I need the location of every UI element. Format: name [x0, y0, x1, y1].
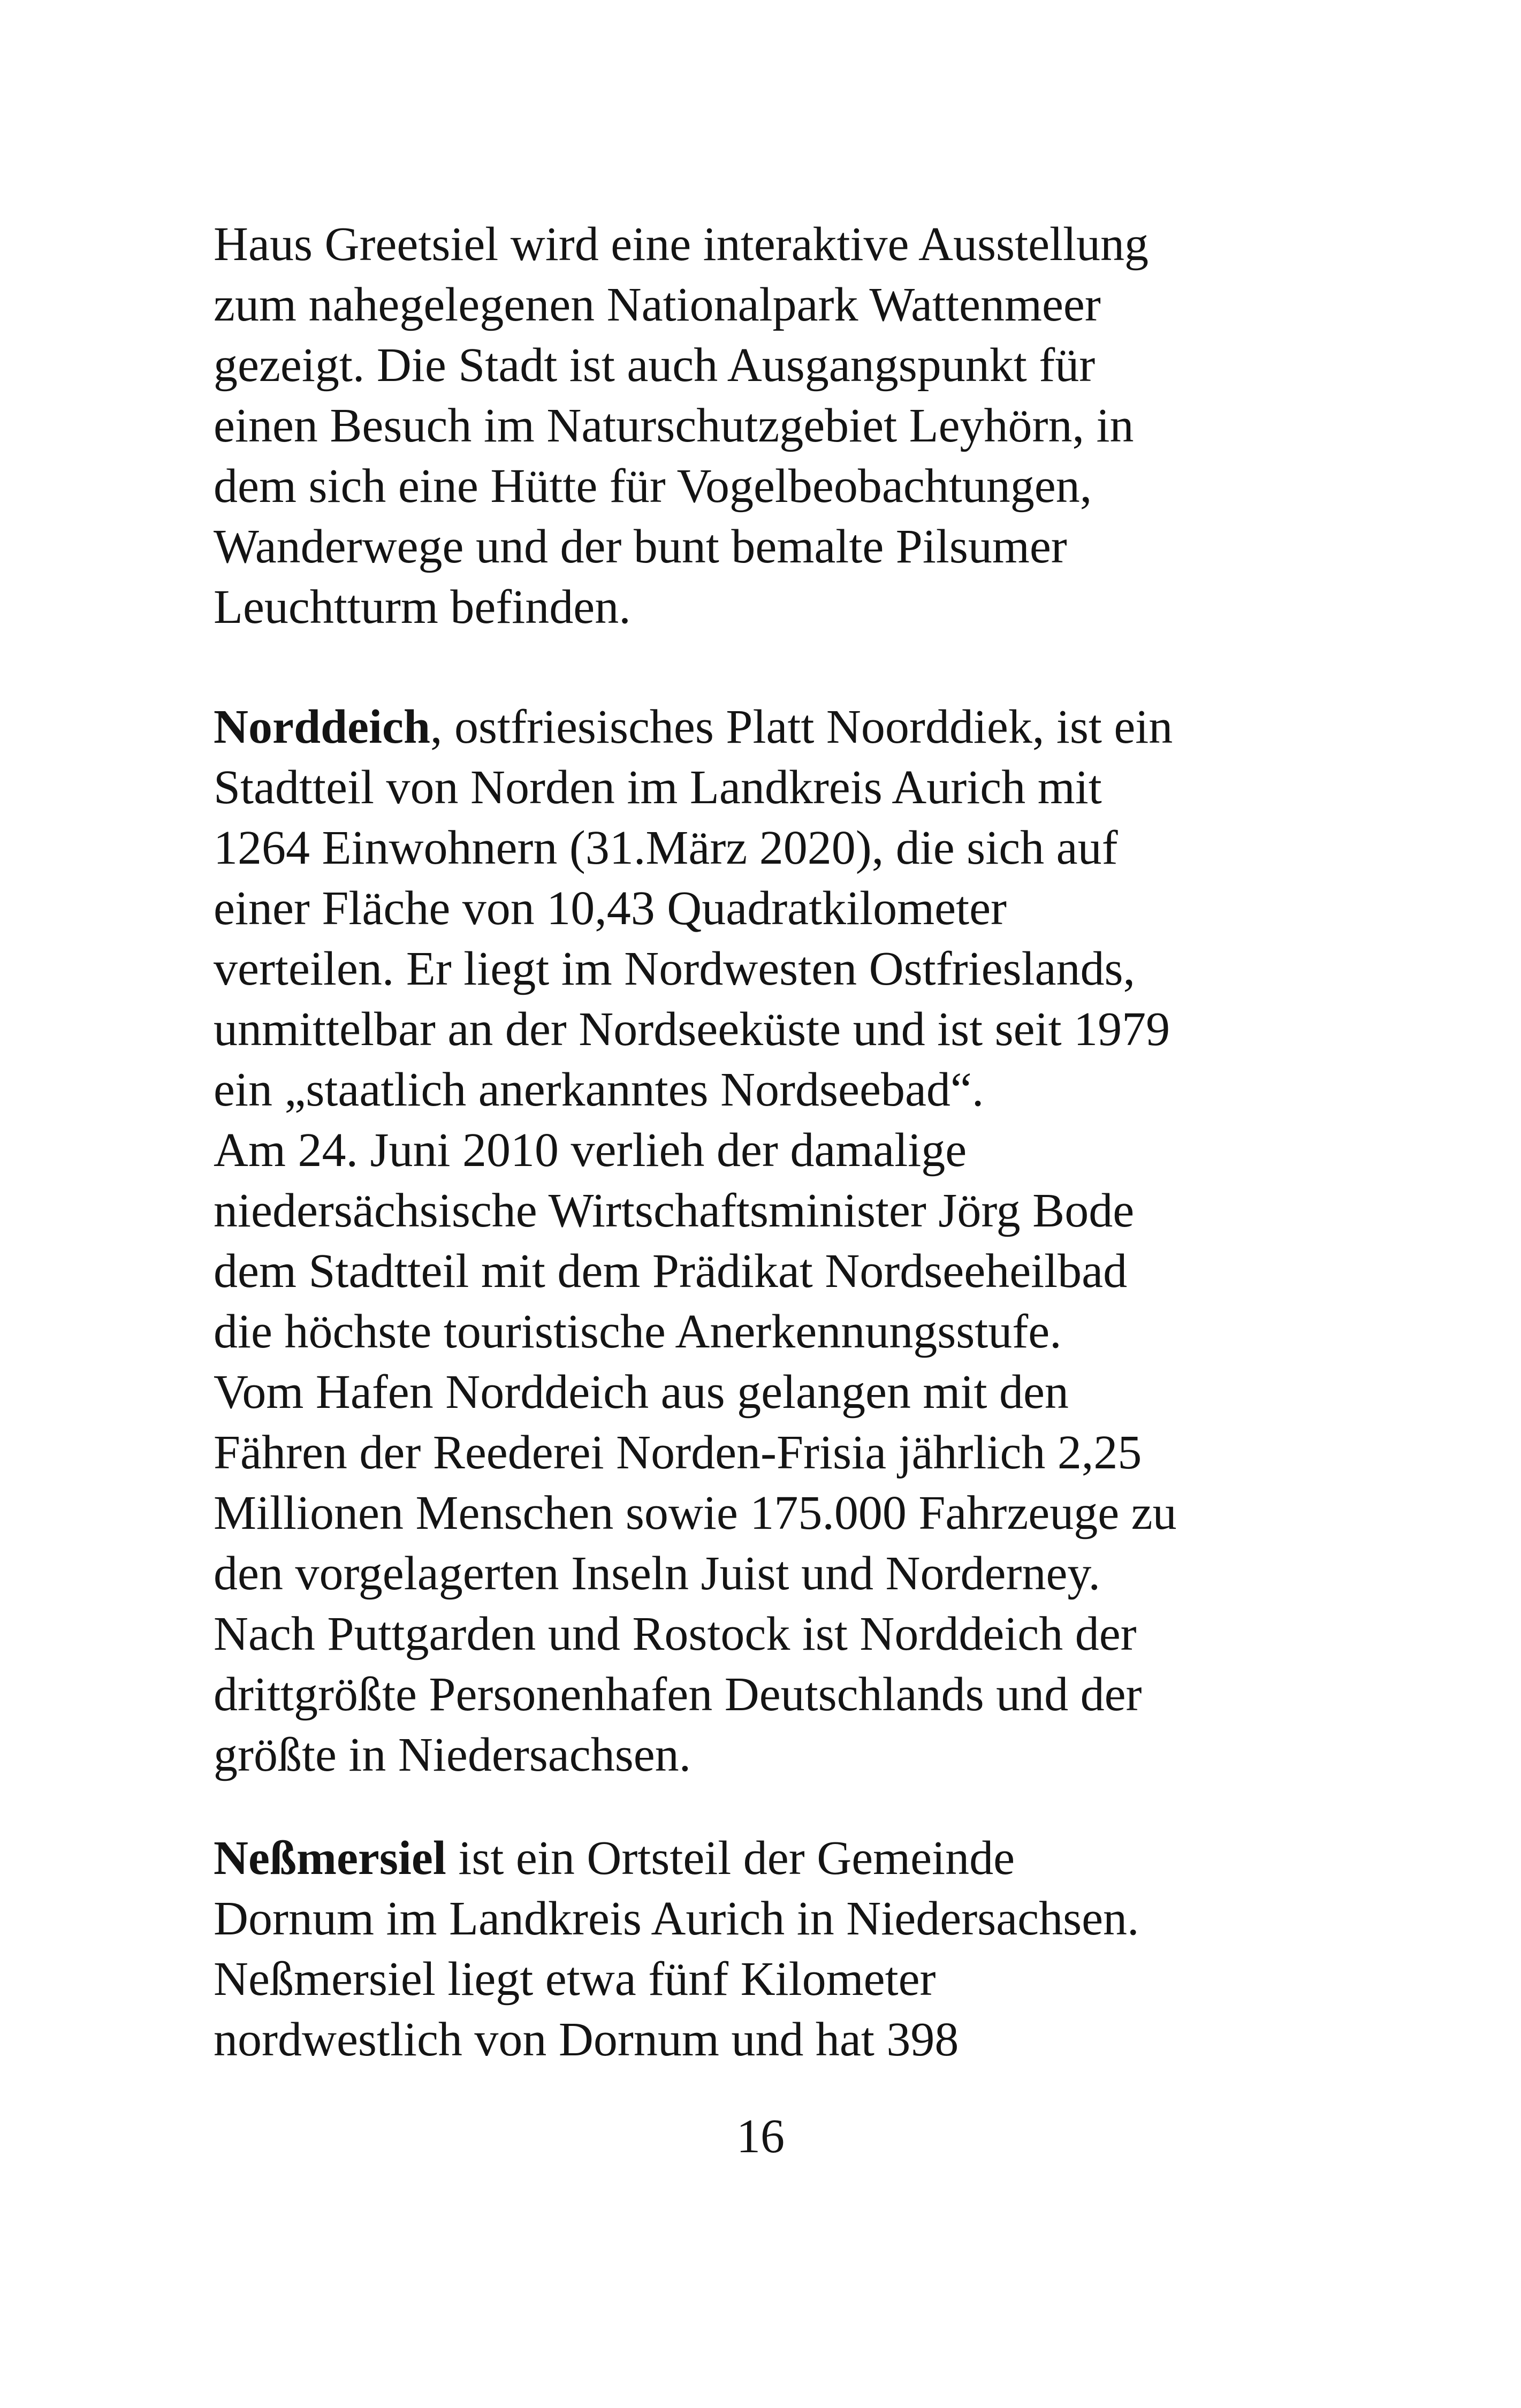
text-line: dem Stadtteil mit dem Prädikat Nordseeheilbad [214, 1245, 1128, 1298]
term-heading-norddeich: Norddeich [214, 700, 430, 753]
paragraph-nessmersiel [214, 1828, 1327, 2070]
text-line: Vom Hafen Norddeich aus gelangen mit den [214, 1366, 1069, 1419]
text-line: Haus Greetsiel wird eine interaktive Ausstellung [214, 218, 1149, 271]
text-line: nordwestlich von Dornum und hat 398 [214, 2013, 959, 2066]
text-line-first [214, 697, 1327, 757]
text-line: Fähren der Reederei Norden-Frisia jährlich 2,25 [214, 1426, 1142, 1479]
text-line: die höchste touristische Anerkennungsstufe. [214, 1305, 1062, 1358]
text-line: gezeigt. Die Stadt ist auch Ausgangspunkt für [214, 339, 1096, 392]
text-line: zum nahegelegenen Nationalpark Wattenmeer [214, 278, 1101, 331]
text-fragment: , ostfriesisches Platt Noorddiek, ist ein [430, 700, 1173, 753]
text-line: drittgrößte Personenhafen Deutschlands und der [214, 1668, 1142, 1721]
text-line: Millionen Menschen sowie 175.000 Fahrzeuge zu [214, 1487, 1177, 1540]
term-heading-nessmersiel: Neßmersiel [214, 1832, 446, 1885]
text-line: Neßmersiel liegt etwa fünf Kilometer [214, 1953, 936, 2006]
text-line: Wanderwege und der bunt bemalte Pilsumer [214, 520, 1067, 573]
paragraph-greetsiel [214, 214, 1327, 637]
text-line: einer Fläche von 10,43 Quadratkilometer [214, 882, 1007, 935]
text-line: ein „staatlich anerkanntes Nordseebad“. [214, 1063, 984, 1116]
text-line: verteilen. Er liegt im Nordwesten Ostfrieslands, [214, 942, 1136, 995]
text-line: 1264 Einwohnern (31.März 2020), die sich auf [214, 821, 1118, 874]
text-line: Leuchtturm befinden. [214, 581, 631, 634]
page-number: 16 [736, 2110, 785, 2163]
paragraph-norddeich [214, 697, 1327, 1785]
text-line: dem sich eine Hütte für Vogelbeobachtungen, [214, 460, 1092, 513]
text-line: einen Besuch im Naturschutzgebiet Leyhörn, in [214, 399, 1134, 452]
text-line: Am 24. Juni 2010 verlieh der damalige [214, 1124, 967, 1177]
text-line: unmittelbar an der Nordseeküste und ist seit 1979 [214, 1003, 1170, 1056]
text-line: den vorgelagerten Inseln Juist und Norderney. [214, 1547, 1101, 1600]
text-line-first [214, 1828, 1327, 1888]
text-line: Nach Puttgarden und Rostock ist Norddeich der [214, 1607, 1137, 1660]
text-line: Stadtteil von Norden im Landkreis Aurich mit [214, 761, 1102, 814]
text-line: Dornum im Landkreis Aurich in Niedersachsen. [214, 1892, 1139, 1945]
text-line: niedersächsische Wirtschaftsminister Jörg Bode [214, 1184, 1135, 1237]
text-line: größte in Niedersachsen. [214, 1728, 691, 1781]
text-fragment: ist ein Ortsteil der Gemeinde [446, 1832, 1015, 1885]
